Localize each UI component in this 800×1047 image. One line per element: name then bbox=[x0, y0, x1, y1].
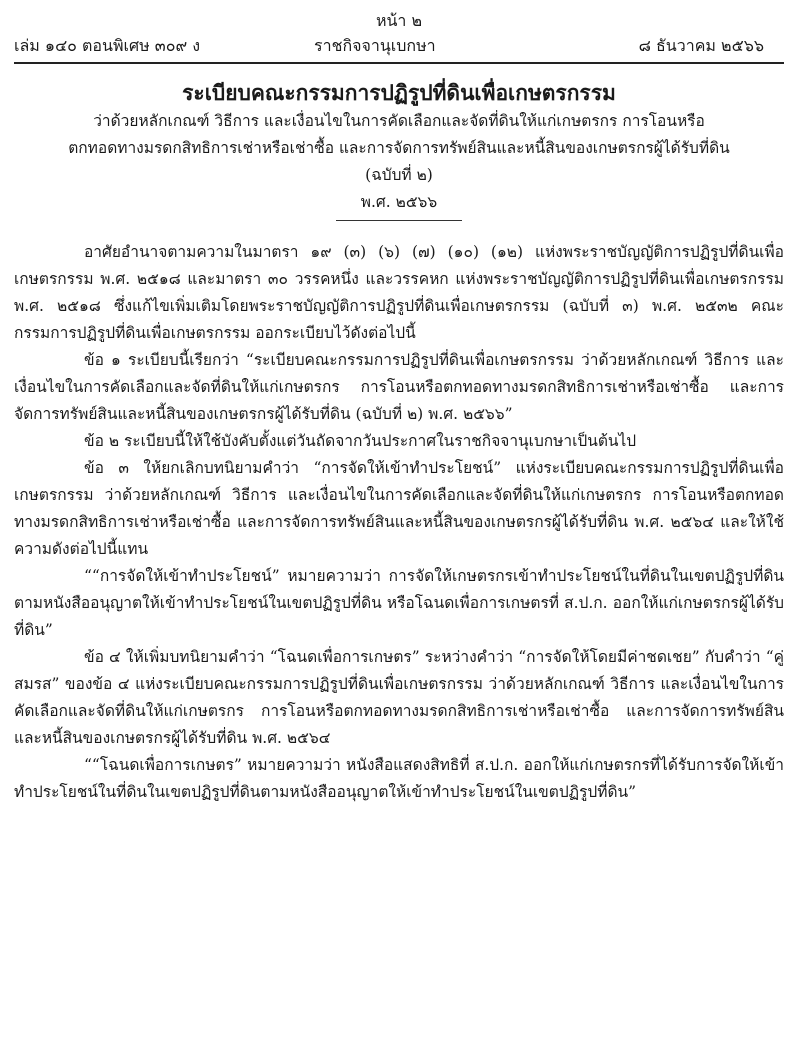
clause-3-paragraph: ข้อ ๓ ให้ยกเลิกบทนิยามคำว่า “การจัดให้เข้าทำประโยชน์” แห่งระเบียบคณะกรรมการปฏิรูปที่ดินเพื่อเกษตรกรรม ว่าด้วยหลักเกณฑ์ วิธีการ และเงื่อนไขในการคัดเลือกและจัดที่ดินให้แก่เกษตรกร การโอนหรือตกทอดทางมรดกสิทธิการเช่าหรือเช่าซื้อ และการจัดการทรัพย์สินและหนี้สินของเกษตรกรผู้ได้รับที่ดิน พ.ศ. ๒๕๖๔ และให้ใช้ความดังต่อไปนี้แทน bbox=[14, 459, 784, 558]
page-number: หน้า ๒ bbox=[375, 11, 423, 30]
gazette-name: ราชกิจจานุเบกษา bbox=[314, 36, 436, 55]
document-body bbox=[14, 239, 784, 806]
header-divider bbox=[14, 62, 784, 64]
title-divider bbox=[336, 220, 462, 221]
definition-paragraph: ““การจัดให้เข้าทำประโยชน์” หมายความว่า การจัดให้เกษตรกรเข้าทำประโยชน์ในที่ดินในเขตปฏิรูปที่ดินตามหนังสืออนุญาตให้เข้าทำประโยชน์ในเขตปฏิรูปที่ดิน หรือโฉนดเพื่อการเกษตรที่ ส.ป.ก. ออกให้แก่เกษตรกรผู้ได้รับที่ดิน” bbox=[14, 567, 784, 639]
volume-info: เล่ม ๑๔๐ ตอนพิเศษ ๓๐๙ ง bbox=[14, 36, 201, 55]
clause-4-paragraph: ข้อ ๔ ให้เพิ่มบทนิยามคำว่า “โฉนดเพื่อการเกษตร” ระหว่างคำว่า “การจัดให้โดยมีค่าชดเชย” กับคำว่า “คู่สมรส” ของข้อ ๔ แห่งระเบียบคณะกรรมการปฏิรูปที่ดินเพื่อเกษตรกรรม ว่าด้วยหลักเกณฑ์ วิธีการ และเงื่อนไขในการคัดเลือกและจัดที่ดินให้แก่เกษตรกร การโอนหรือตกทอดทางมรดกสิทธิการเช่าหรือเช่าซื้อ และการจัดการทรัพย์สินและหนี้สินของเกษตรกรผู้ได้รับที่ดิน พ.ศ. ๒๕๖๔ bbox=[14, 648, 784, 747]
document-title: ระเบียบคณะกรรมการปฏิรูปที่ดินเพื่อเกษตรกรรม bbox=[182, 80, 616, 105]
document-subtitle-line-2: ตกทอดทางมรดกสิทธิการเช่าหรือเช่าซื้อ และการจัดการทรัพย์สินและหนี้สินของเกษตรกรผู้ได้รับที่ดิน bbox=[68, 139, 730, 157]
publication-date: ๘ ธันวาคม ๒๕๖๖ bbox=[638, 36, 764, 55]
definition-paragraph: ““โฉนดเพื่อการเกษตร” หมายความว่า หนังสือแสดงสิทธิที่ ส.ป.ก. ออกให้แก่เกษตรกรที่ได้รับการจัดให้เข้าทำประโยชน์ในที่ดินในเขตปฏิรูปที่ดินตามหนังสืออนุญาตให้เข้าทำประโยชน์ในเขตปฏิรูปที่ดิน” bbox=[14, 756, 784, 801]
preamble-paragraph: อาศัยอำนาจตามความในมาตรา ๑๙ (๓) (๖) (๗) (๑๐) (๑๒) แห่งพระราชบัญญัติการปฏิรูปที่ดินเพื่อเกษตรกรรม พ.ศ. ๒๕๑๘ และมาตรา ๓๐ วรรคหนึ่ง และวรรคหก แห่งพระราชบัญญัติการปฏิรูปที่ดินเพื่อเกษตรกรรม พ.ศ. ๒๕๑๘ ซึ่งแก้ไขเพิ่มเติมโดยพระราชบัญญัติการปฏิรูปที่ดินเพื่อเกษตรกรรม (ฉบับที่ ๓) พ.ศ. ๒๕๓๒ คณะกรรมการปฏิรูปที่ดินเพื่อเกษตรกรรม ออกระเบียบไว้ดังต่อไปนี้ bbox=[14, 243, 784, 342]
clause-2-paragraph: ข้อ ๒ ระเบียบนี้ให้ใช้บังคับตั้งแต่วันถัดจากวันประกาศในราชกิจจานุเบกษาเป็นต้นไป bbox=[84, 432, 637, 450]
document-year: พ.ศ. ๒๕๖๖ bbox=[360, 193, 438, 211]
document-subtitle-line-1: ว่าด้วยหลักเกณฑ์ วิธีการ และเงื่อนไขในการคัดเลือกและจัดที่ดินให้แก่เกษตรกร การโอนหรือ bbox=[93, 112, 705, 130]
clause-1-paragraph: ข้อ ๑ ระเบียบนี้เรียกว่า “ระเบียบคณะกรรมการปฏิรูปที่ดินเพื่อเกษตรกรรม ว่าด้วยหลักเกณฑ์ วิธีการ และเงื่อนไขในการคัดเลือกและจัดที่ดินให้แก่เกษตรกร การโอนหรือตกทอดทางมรดกสิทธิการเช่าหรือเช่าซื้อ และการจัดการทรัพย์สินและหนี้สินของเกษตรกรผู้ได้รับที่ดิน (ฉบับที่ ๒) พ.ศ. ๒๕๖๖” bbox=[14, 351, 784, 423]
document-edition: (ฉบับที่ ๒) bbox=[365, 166, 433, 184]
gazette-header bbox=[14, 32, 784, 60]
